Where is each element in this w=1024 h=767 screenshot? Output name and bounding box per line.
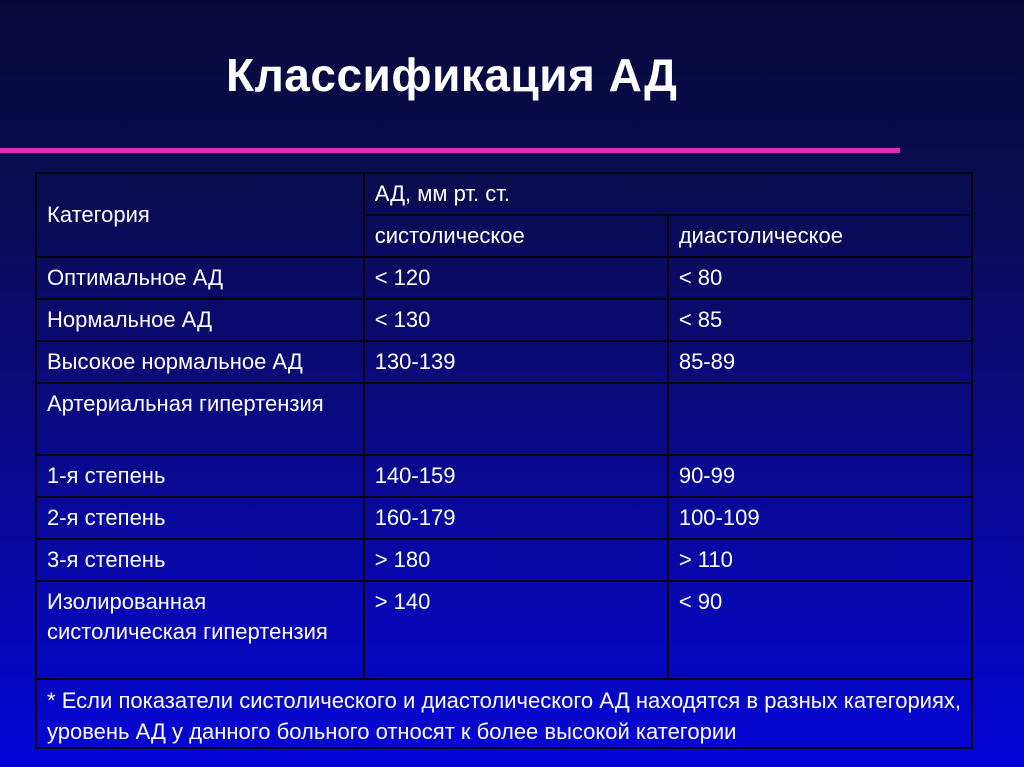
row-category: Изолированная систолическая гипертензия (36, 581, 364, 679)
row-diastolic (668, 383, 972, 455)
row-diastolic: < 90 (668, 581, 972, 679)
row-category: Высокое нормальное АД (36, 341, 364, 383)
row-category: Нормальное АД (36, 299, 364, 341)
title-divider (0, 148, 900, 153)
table-row (36, 539, 972, 581)
header-category: Категория (36, 173, 364, 257)
header-systolic: систолическое (364, 215, 668, 257)
bp-classification-table-container (35, 172, 973, 749)
row-systolic: < 130 (364, 299, 668, 341)
row-category: Оптимальное АД (36, 257, 364, 299)
bp-classification-table (35, 172, 973, 749)
row-systolic: > 180 (364, 539, 668, 581)
row-systolic: < 120 (364, 257, 668, 299)
table-row (36, 497, 972, 539)
row-diastolic: < 80 (668, 257, 972, 299)
row-diastolic: 90-99 (668, 455, 972, 497)
row-diastolic: 100-109 (668, 497, 972, 539)
row-systolic: 160-179 (364, 497, 668, 539)
header-diastolic: диастолическое (668, 215, 972, 257)
table-footnote: * Если показатели систолического и диастолического АД находятся в разных категориях, уровень АД у данного больного относят к более высокой категории (36, 679, 972, 748)
row-category: 2-я степень (36, 497, 364, 539)
table-row (36, 581, 972, 679)
table-footnote-row (36, 679, 972, 748)
row-category: Артериальная гипертензия (36, 383, 364, 455)
row-category: 1-я степень (36, 455, 364, 497)
table-row (36, 257, 972, 299)
row-systolic: 130-139 (364, 341, 668, 383)
row-systolic (364, 383, 668, 455)
row-category: 3-я степень (36, 539, 364, 581)
table-header-row (36, 173, 972, 215)
row-systolic: > 140 (364, 581, 668, 679)
row-diastolic: 85-89 (668, 341, 972, 383)
table-row (36, 455, 972, 497)
header-bp-group: АД, мм рт. ст. (364, 173, 972, 215)
slide-title: Классификация АД (226, 49, 678, 101)
table-row (36, 341, 972, 383)
table-row (36, 299, 972, 341)
table-row (36, 383, 972, 455)
row-diastolic: < 85 (668, 299, 972, 341)
row-diastolic: > 110 (668, 539, 972, 581)
row-systolic: 140-159 (364, 455, 668, 497)
